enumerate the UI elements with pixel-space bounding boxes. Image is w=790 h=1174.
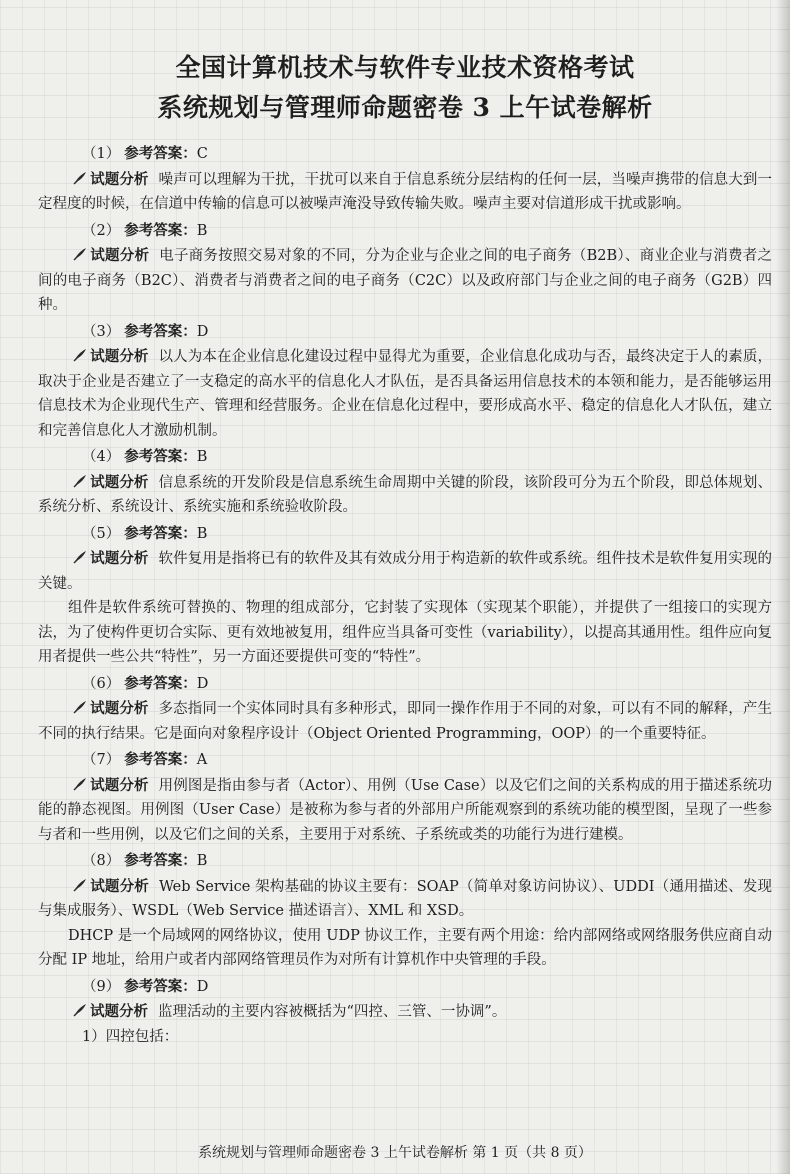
- extra-paragraph: 组件是软件系统可替换的、物理的组成部分，它封装了实现体（实现某个职能），并提供了一组接口的实现方法，为了使构件更切合实际、更有效地被复用，组件应当具备可变性（variability），以提高其通用性。组件应向复用者提供一些公共“特性”，另一方面还要提供可变的“特性”。: [38, 600, 773, 665]
- analysis-text: Web Service 架构基础的协议主要有：SOAP（简单对象访问协议）、UDDI（通用描述、发现与集成服务）、WSDL（Web Service 描述语言）、XML 和 XSD。: [38, 878, 772, 919]
- answer-value: D: [196, 978, 209, 995]
- quill-pen-icon: [72, 549, 88, 565]
- question-number: （3）: [82, 323, 121, 340]
- analysis-text: 用例图是指由参与者（Actor）、用例（Use Case）以及它们之间的关系构成的用于描述系统功能的静态视图。用例图（User Case）是被称为参与者的外部用户所能观察到的系统功能的模型图，呈现了一些参与者和一些用例，以及它们之间的关系，主要用于对系统、子系统或类的功能行为进行建模。: [38, 777, 772, 843]
- analysis-text: 多态指同一个实体同时具有多种形式，即同一操作作用于不同的对象，可以有不同的解释，产生不同的执行结果。它是面向对象程序设计（Object Oriented Programming，OOP）的一个重要特征。: [38, 701, 772, 742]
- analysis-label: 试题分析: [90, 776, 149, 794]
- question-number: （2）: [82, 222, 121, 239]
- sub-item-four-controls: 1）四控包括：: [82, 1028, 179, 1045]
- answer-label: 参考答案：: [124, 524, 197, 542]
- analysis-paragraph: [38, 1000, 772, 1025]
- answer-line: [38, 320, 772, 345]
- analysis-paragraph: [38, 471, 772, 520]
- analysis-label: 试题分析: [90, 348, 149, 365]
- question-number: （8）: [82, 853, 121, 869]
- answer-value: B: [196, 525, 208, 542]
- question-number: （1）: [82, 146, 121, 162]
- analysis-text: 噪声可以理解为干扰，干扰可以来自于信息系统分层结构的任何一层，当噪声携带的信息大到一定程度的时候，在信道中传输的信息可以被噪声淹没导致传输失败。噪声主要对信道形成干扰或影响。: [38, 171, 772, 212]
- analysis-text: 软件复用是指将已有的软件及其有效成分用于构造新的软件或系统。组件技术是软件复用实现的关键。: [38, 551, 772, 592]
- answer-label: 参考答案：: [124, 674, 197, 692]
- answer-value: B: [196, 222, 208, 239]
- answer-value: A: [196, 752, 208, 768]
- analysis-paragraph: [38, 697, 772, 746]
- quill-pen-icon: [72, 347, 88, 363]
- analysis-paragraph: [38, 547, 772, 596]
- page-title-line1: 全国计算机技术与软件专业技术资格考试: [175, 53, 635, 82]
- answer-line: [38, 975, 772, 1000]
- answer-line: [38, 849, 772, 874]
- question-number: （5）: [82, 525, 121, 542]
- answer-label: 参考答案：: [124, 852, 197, 869]
- analysis-label: 试题分析: [90, 700, 149, 717]
- quill-pen-icon: [72, 246, 88, 262]
- analysis-text: 电子商务按照交易对象的不同，分为企业与企业之间的电子商务（B2B）、商业企业与消费者之间的电子商务（B2C）、消费者与消费者之间的电子商务（C2C）以及政府部门与企业之间的电子商务（G2B）四种。: [38, 248, 772, 313]
- answer-value: B: [196, 853, 208, 869]
- answer-label: 参考答案：: [124, 221, 197, 239]
- analysis-label: 试题分析: [90, 550, 149, 567]
- extra-paragraph: DHCP 是一个局域网的网络协议，使用 UDP 协议工作，主要有两个用途：给内部网络或网络服务供应商自动分配 IP 地址，给用户或者内部网络管理员作为对所有计算机作中央管理的手段。: [38, 927, 772, 968]
- analysis-label: 试题分析: [90, 877, 149, 895]
- answer-label: 参考答案：: [124, 751, 197, 768]
- answer-line: [38, 445, 772, 470]
- question-number: （4）: [82, 449, 121, 465]
- quill-pen-icon: [72, 776, 88, 792]
- question-number: （6）: [82, 675, 121, 692]
- answer-label: 参考答案：: [124, 448, 197, 465]
- page-edge-shadow: [776, 0, 790, 1174]
- analysis-paragraph: [38, 345, 772, 443]
- analysis-label: 试题分析: [90, 473, 149, 491]
- answer-line: [38, 522, 772, 547]
- answer-line: [38, 219, 772, 244]
- analysis-text: 监理活动的主要内容被概括为“四控、三管、一协调”。: [158, 1004, 507, 1020]
- page-title-line2: 系统规划与管理师命题密卷 3 上午试卷解析: [157, 93, 653, 122]
- answer-value: D: [196, 323, 209, 340]
- answer-label: 参考答案：: [124, 145, 197, 162]
- analysis-paragraph: [38, 875, 772, 924]
- answer-line: [38, 748, 772, 773]
- answer-label: 参考答案：: [124, 322, 197, 340]
- analysis-label: 试题分析: [90, 1003, 148, 1020]
- answer-list: [38, 142, 772, 1049]
- answer-line: [38, 142, 772, 167]
- quill-pen-icon: [72, 170, 88, 186]
- title-block: [38, 48, 772, 128]
- quill-pen-icon: [72, 699, 88, 715]
- analysis-text: 以人为本在企业信息化建设过程中显得尤为重要，企业信息化成功与否，最终决定于人的素质，取决于企业是否建立了一支稳定的高水平的信息化人才队伍，是否具备运用信息技术的本领和能力，是否能够运用信息技术为企业现代生产、管理和经营服务。企业在信息化过程中，要形成高水平、稳定的信息化人才队伍，建立和完善信息化人才激励机制。: [38, 349, 772, 439]
- analysis-paragraph: [38, 774, 772, 848]
- analysis-paragraph: [38, 244, 772, 318]
- answer-value: C: [196, 146, 208, 162]
- quill-pen-icon: [72, 1002, 88, 1018]
- analysis-label: 试题分析: [90, 170, 149, 188]
- answer-label: 参考答案：: [124, 977, 197, 995]
- answer-line: [38, 672, 772, 697]
- analysis-text: 信息系统的开发阶段是信息系统生命周期中关键的阶段，该阶段可分为五个阶段，即总体规划、系统分析、系统设计、系统实施和系统验收阶段。: [38, 474, 772, 515]
- answer-value: B: [196, 449, 208, 465]
- question-number: （7）: [82, 752, 121, 768]
- quill-pen-icon: [72, 473, 88, 489]
- analysis-paragraph: [38, 168, 772, 217]
- page-footer: 系统规划与管理师命题密卷 3 上午试卷解析 第 1 页（共 8 页）: [198, 1145, 592, 1161]
- question-number: （9）: [82, 978, 121, 995]
- quill-pen-icon: [72, 877, 88, 893]
- answer-value: D: [196, 675, 209, 692]
- analysis-label: 试题分析: [90, 247, 150, 264]
